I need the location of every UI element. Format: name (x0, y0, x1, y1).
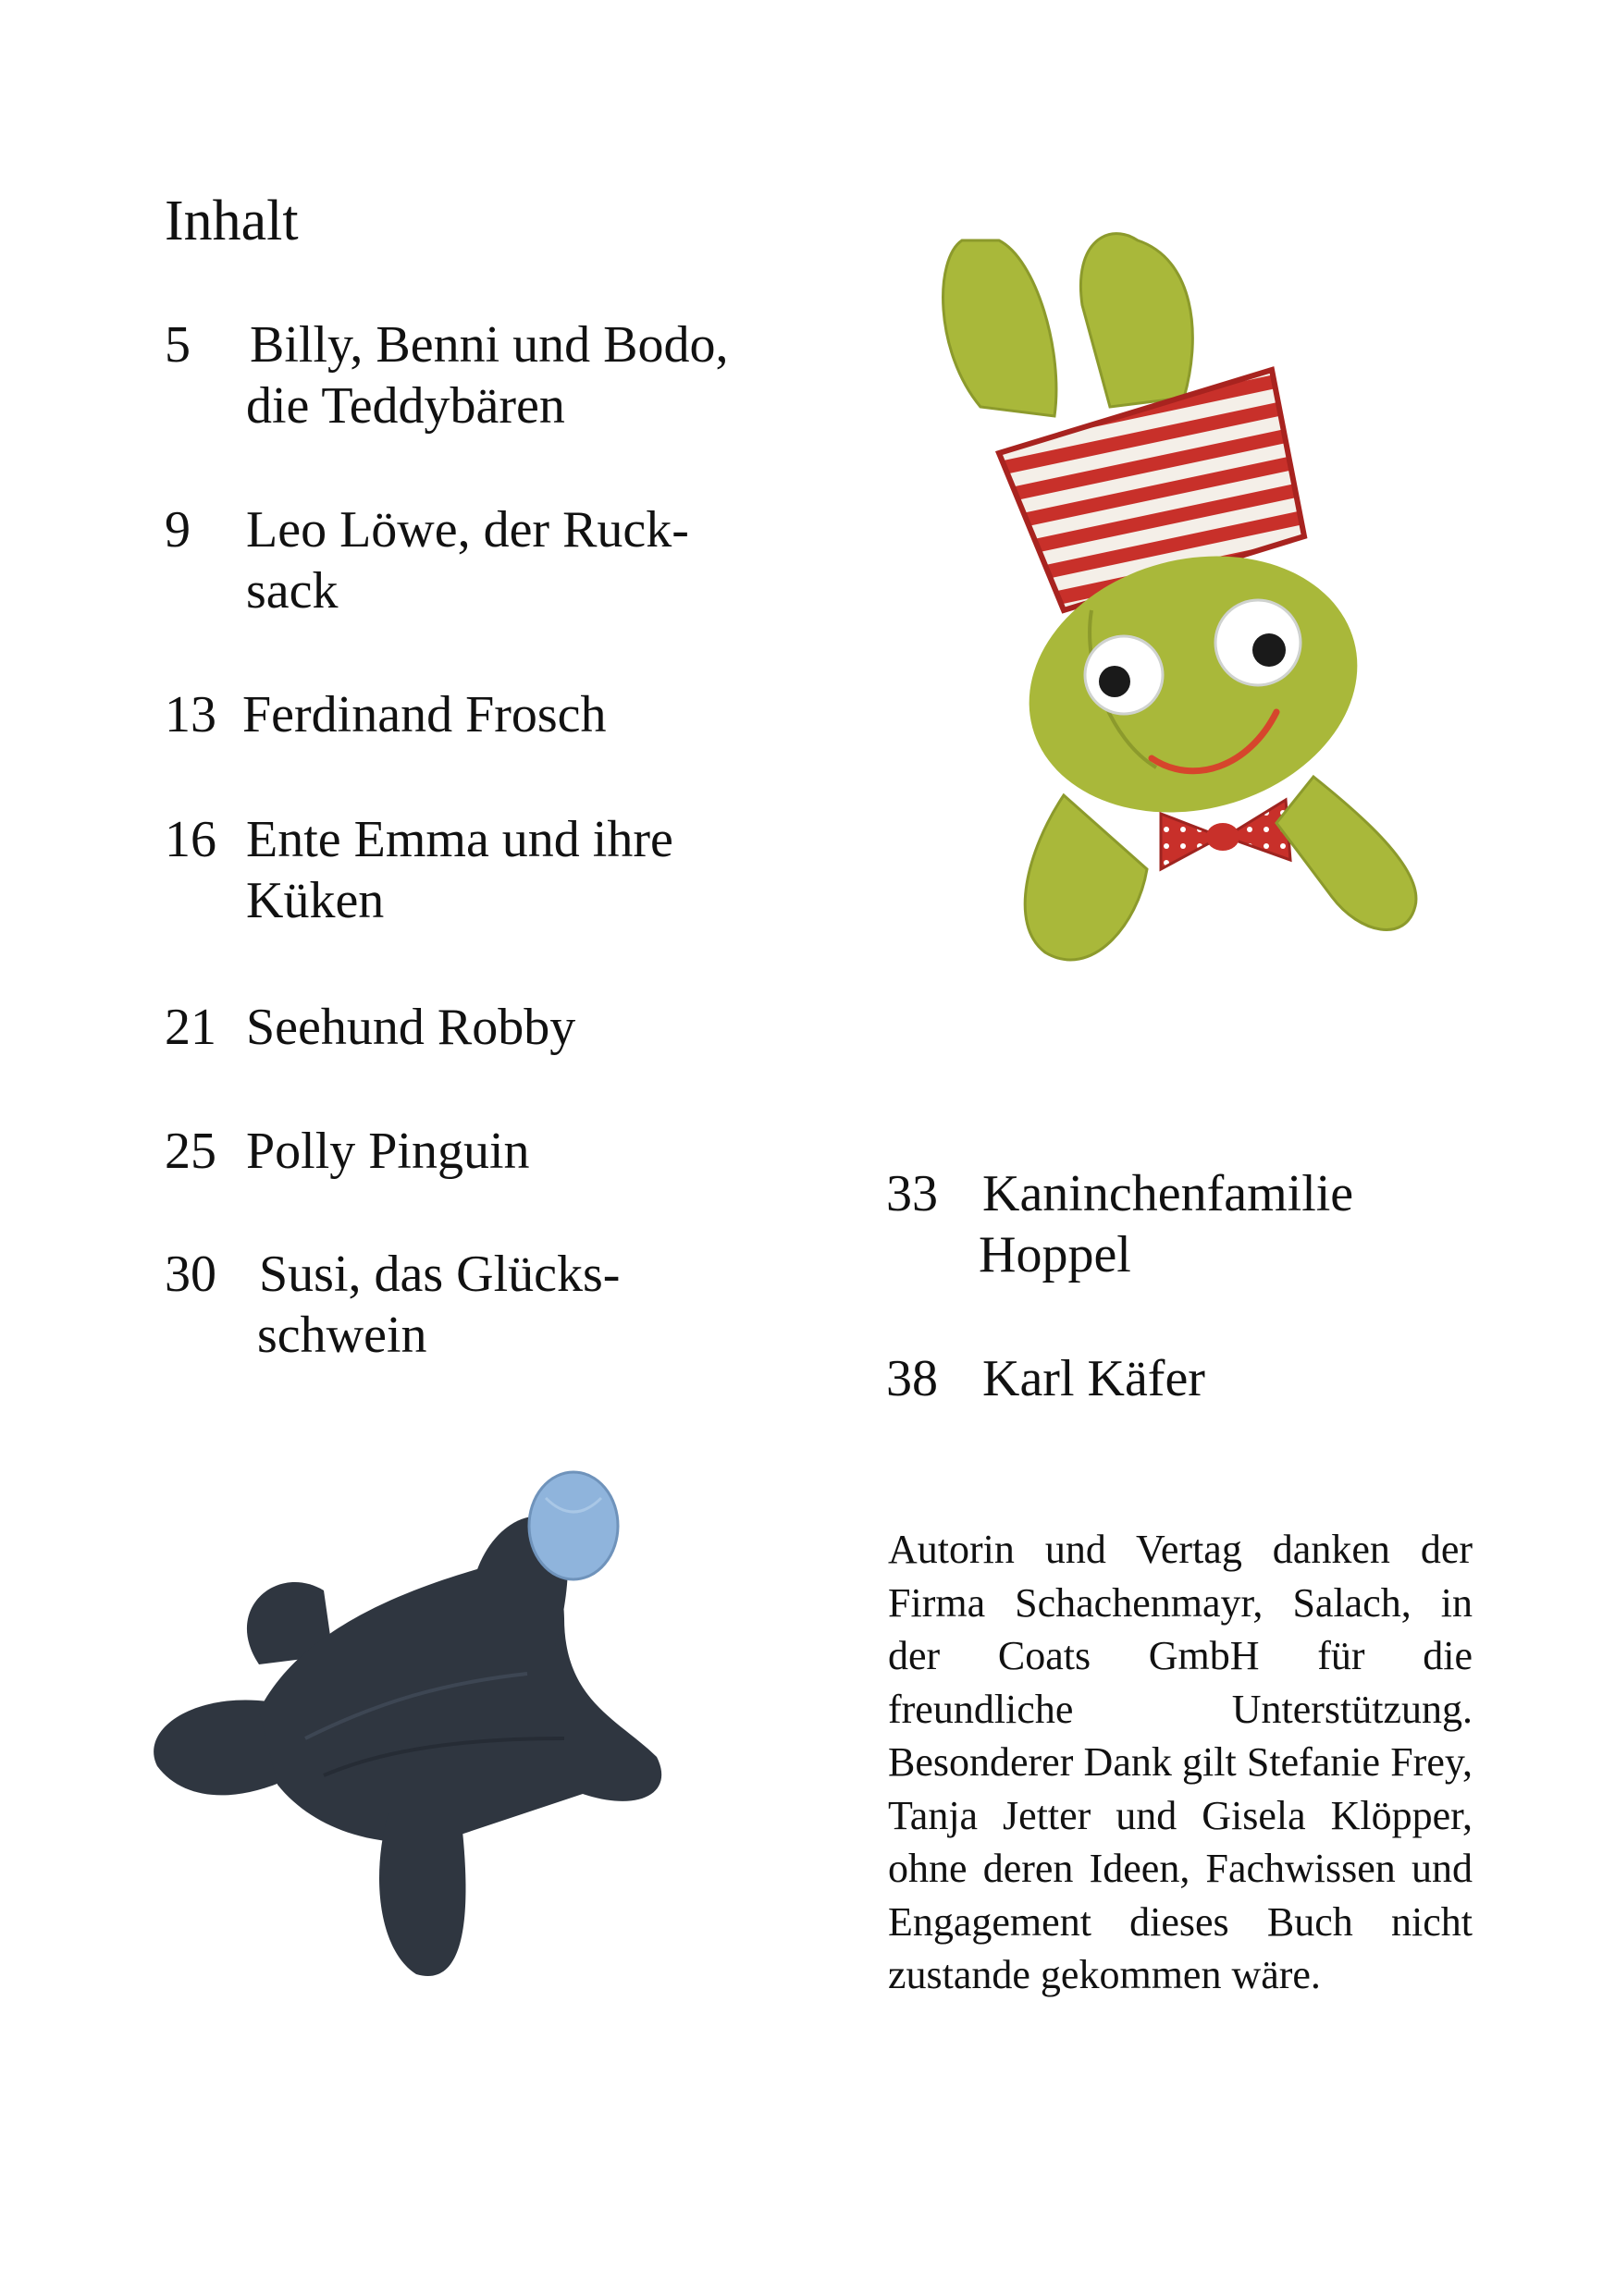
toc-title-line: Hoppel (979, 1226, 1131, 1283)
toc-title-line: Karl Käfer (982, 1350, 1205, 1407)
toc-page-number: 13 (165, 686, 216, 743)
toc-title-line: schwein (257, 1307, 427, 1364)
acknowledgement-text: Autorin und Vertag danken der Firma Schachenmayr, Salach, in der Coats GmbH für die freundliche Unterstützung. Besonderer Dank gilt Stefanie Frey, Tanja Jetter und Gisela Klöpper, ohne deren Ideen, Fachwissen und Engagement dieses Buch nicht zustande gekommen wäre. (888, 1527, 1473, 1997)
toc-page-number: 16 (165, 811, 216, 868)
toc-title-line: Kaninchenfamilie (982, 1165, 1354, 1222)
toc-title-line: Leo Löwe, der Ruck- (246, 501, 689, 559)
toc-title-line: die Teddybären (246, 377, 565, 435)
toc-title-line: Susi, das Glücks- (259, 1246, 621, 1303)
knitted-seal-photo (139, 1461, 694, 1997)
toc-page-number: 9 (165, 501, 191, 559)
toc-page-number: 5 (165, 316, 191, 374)
page-title: Inhalt (165, 190, 299, 252)
seal-illustration (154, 1472, 661, 1976)
toc-page-number: 33 (886, 1165, 938, 1222)
toc-title-line: Ferdinand Frosch (242, 686, 607, 743)
knitted-frog-photo (925, 222, 1443, 1008)
toc-page-number: 38 (886, 1350, 938, 1407)
toc-title-line: Ente Emma und ihre (246, 811, 673, 868)
toc-page-number: 25 (165, 1123, 216, 1180)
frog-illustration (943, 234, 1416, 960)
toc-page-number: 30 (165, 1246, 216, 1303)
toc-title-line: Billy, Benni und Bodo, (250, 316, 729, 374)
toc-page-number: 21 (165, 999, 216, 1056)
toc-title-line: Küken (246, 872, 385, 929)
toc-title-line: Polly Pinguin (246, 1123, 530, 1180)
toc-title-line: sack (246, 562, 339, 620)
toc-title-line: Seehund Robby (246, 999, 576, 1056)
